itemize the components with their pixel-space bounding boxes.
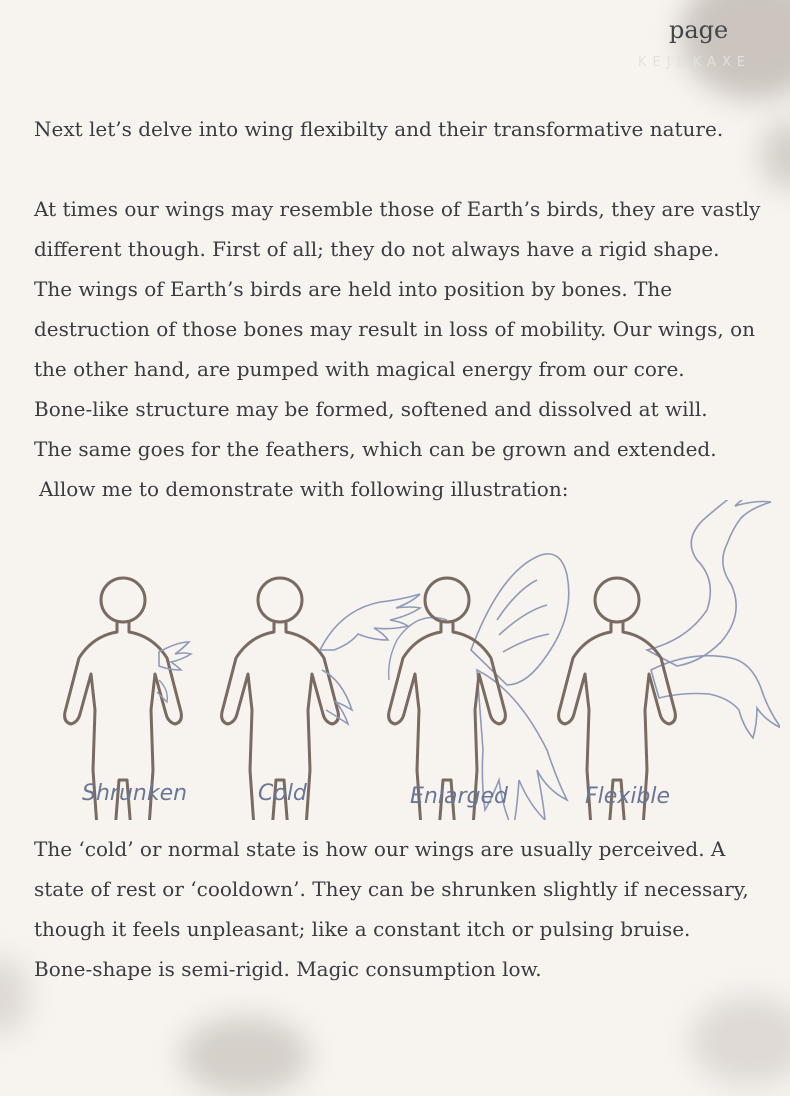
figure-cold: [222, 578, 420, 820]
closing-paragraph: [34, 829, 774, 989]
label-shrunken: Shrunken: [82, 781, 188, 806]
body-paragraph: [34, 189, 774, 509]
paper-stain: [690, 996, 790, 1086]
text-line: The same goes for the feathers, which can be grown and extended.: [34, 437, 717, 461]
page-label: page: [669, 16, 729, 44]
paper-stain: [0, 956, 30, 1036]
text-line: though it feels unpleasant; like a constant itch or pulsing bruise.: [34, 917, 691, 941]
label-flexible: Flexible: [585, 784, 671, 809]
intro-paragraph: [34, 109, 774, 149]
paper-stain: [680, 0, 790, 100]
text-line: Next let’s delve into wing flexibilty and their transformative nature.: [34, 117, 724, 141]
text-line: Bone-shape is semi-rigid. Magic consumption low.: [34, 957, 542, 981]
text-line: Bone-like structure may be formed, softened and dissolved at will.: [34, 397, 708, 421]
text-line: The wings of Earth’s birds are held into position by bones. The: [34, 277, 673, 301]
text-line: the other hand, are pumped with magical energy from our core.: [34, 357, 685, 381]
wing-states-illustration: [60, 500, 780, 820]
label-enlarged: Enlarged: [410, 784, 508, 809]
text-line: At times our wings may resemble those of Earth’s birds, they are vastly: [34, 197, 761, 221]
paper-stain: [180, 1016, 310, 1096]
figure-flexible: [559, 500, 780, 820]
text-line: different though. First of all; they do not always have a rigid shape.: [34, 237, 720, 261]
text-line: destruction of those bones may result in loss of mobility. Our wings, on: [34, 317, 756, 341]
figure-enlarged: [389, 554, 569, 820]
text-line: state of rest or ‘cooldown’. They can be shrunken slightly if necessary,: [34, 877, 749, 901]
text-line: Allow me to demonstrate with following illustration:: [39, 477, 569, 501]
text-line: The ‘cold’ or normal state is how our wings are usually perceived. A: [34, 837, 726, 861]
label-cold: Cold: [258, 781, 307, 806]
watermark: KEJOKAXE: [638, 55, 752, 70]
